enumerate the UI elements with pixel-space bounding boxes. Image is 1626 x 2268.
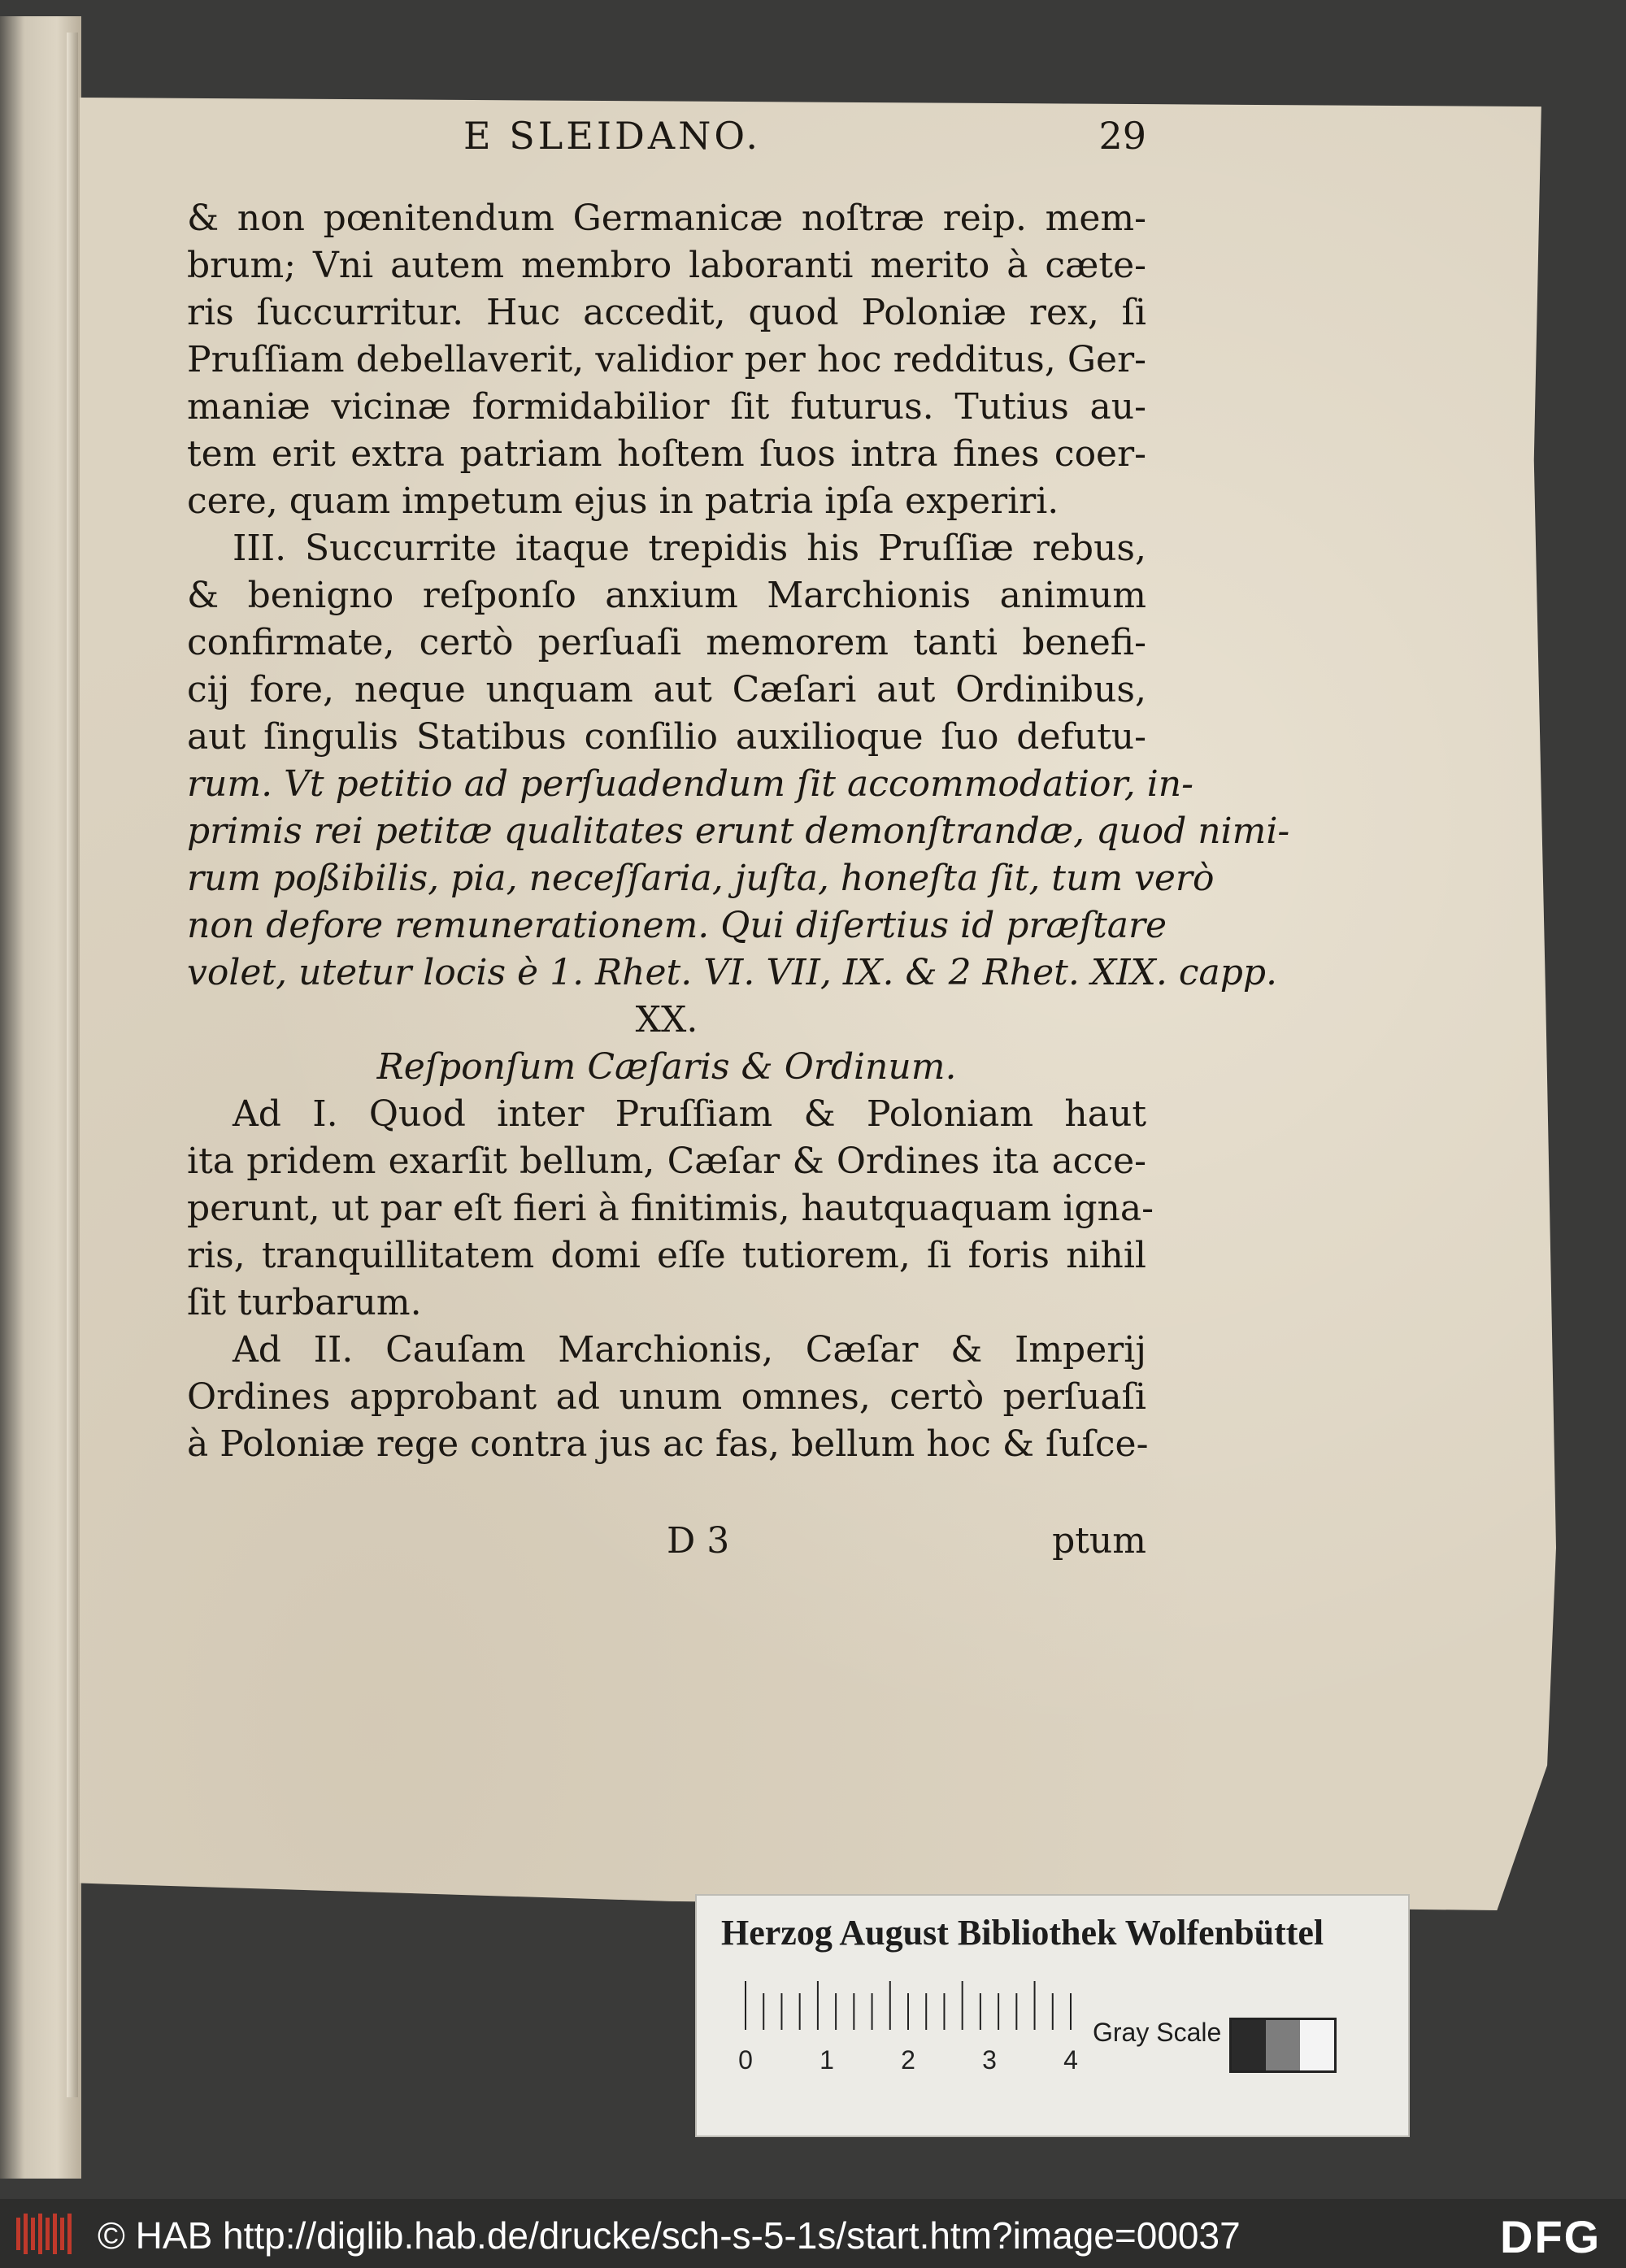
- running-head: E SLEIDANO.: [463, 114, 761, 158]
- library-logo-icon: [16, 2214, 81, 2254]
- text-line: Ordines approbant ad unum omnes, certò perſuaſi: [187, 1376, 1146, 1418]
- text-line: rum. Vt petitio ad perſuadendum ſit accommodatior, in-: [187, 763, 1193, 805]
- dfg-logo: DFG: [1500, 2211, 1602, 2262]
- text-line: confirmate, certò perſuaſi memorem tanti benefi-: [187, 622, 1146, 663]
- text-line: Reſponſum Cæſaris & Ordinum.: [376, 1046, 957, 1088]
- page-body-text: [187, 195, 1290, 1468]
- credit-url-text[interactable]: © HAB http://diglib.hab.de/drucke/sch-s-5-1s/start.htm?image=00037: [98, 2214, 1241, 2257]
- text-line: tem erit extra patriam hoſtem ſuos intra fines coer-: [187, 433, 1146, 475]
- text-line: volet, utetur locis è 1. Rhet. VI. VII, IX. & 2 Rhet. XIX. capp.: [187, 952, 1278, 993]
- library-label-card: [695, 1894, 1410, 2137]
- text-line: Ad II. Cauſam Marchionis, Cæſar & Imperij: [233, 1329, 1146, 1371]
- catchword: ptum: [1052, 1520, 1146, 1562]
- text-line: brum; Vni autem membro laboranti merito à cæte-: [187, 245, 1146, 286]
- text-line: cij fore, neque unquam aut Cæſari aut Ordinibus,: [187, 669, 1146, 710]
- gray-scale-label: Gray Scale: [1093, 2018, 1222, 2047]
- text-line: maniæ vicinæ formidabilior ſit futurus. Tutius au-: [187, 386, 1146, 428]
- text-line: ris, tranquillitatem domi eſſe tutiorem, ſi foris nihil: [187, 1235, 1146, 1276]
- gray-swatch: [1232, 2020, 1266, 2070]
- text-line: & benigno reſponſo anxium Marchionis animum: [187, 575, 1146, 616]
- gray-swatch: [1266, 2020, 1300, 2070]
- text-line: perunt, ut par eſt fieri à finitimis, hautquaquam igna-: [187, 1188, 1154, 1229]
- text-line: cere, quam impetum ejus in patria ipſa experiri.: [187, 480, 1059, 522]
- page-footer: [187, 1520, 1146, 1569]
- gray-scale-swatches: [1229, 2018, 1337, 2073]
- text-line: rum poßibilis, pia, neceſſaria, juſta, honeſta ſit, tum verò: [187, 858, 1215, 899]
- text-line: ita pridem exarſit bellum, Cæſar & Ordines ita acce-: [187, 1141, 1146, 1182]
- text-line: & non pœnitendum Germanicæ noſtræ reip. mem-: [187, 198, 1146, 239]
- text-line: primis rei petitæ qualitates erunt demonſtrandæ, quod nimi-: [187, 810, 1290, 852]
- credit-bar: [0, 2199, 1626, 2268]
- ruler-number: 0: [738, 2045, 753, 2075]
- signature-mark: D 3: [667, 1520, 730, 1562]
- library-name: Herzog August Bibliothek Wolfenbüttel: [721, 1913, 1324, 1953]
- text-line: non defore remunerationem. Qui diſertius id præſtare: [187, 905, 1167, 946]
- page-header: [366, 114, 1146, 171]
- text-line: à Poloniæ rege contra jus ac fas, bellum hoc & ſuſce-: [187, 1423, 1149, 1465]
- binding-edge: [67, 33, 78, 2097]
- text-line: III. Succurrite itaque trepidis his Pruſſiæ rebus,: [233, 528, 1146, 569]
- text-line: aut ſingulis Statibus conſilio auxilioque ſuo defutu-: [187, 716, 1146, 758]
- text-line: XX.: [635, 999, 698, 1041]
- text-line: ris ſuccurritur. Huc accedit, quod Poloniæ rex, ſi: [187, 292, 1146, 333]
- ruler-scale: [738, 1973, 1083, 2079]
- text-line: Pruſſiam debellaverit, validior per hoc redditus, Ger-: [187, 339, 1146, 380]
- ruler-number: 4: [1063, 2045, 1078, 2075]
- ruler-number: 2: [901, 2045, 915, 2075]
- gray-swatch: [1300, 2020, 1334, 2070]
- ruler-number: 3: [982, 2045, 997, 2075]
- text-line: Ad I. Quod inter Pruſſiam & Poloniam haut: [233, 1093, 1146, 1135]
- text-line: ſit turbarum.: [187, 1282, 422, 1323]
- page-number: 29: [1098, 114, 1146, 158]
- ruler-number: 1: [820, 2045, 834, 2075]
